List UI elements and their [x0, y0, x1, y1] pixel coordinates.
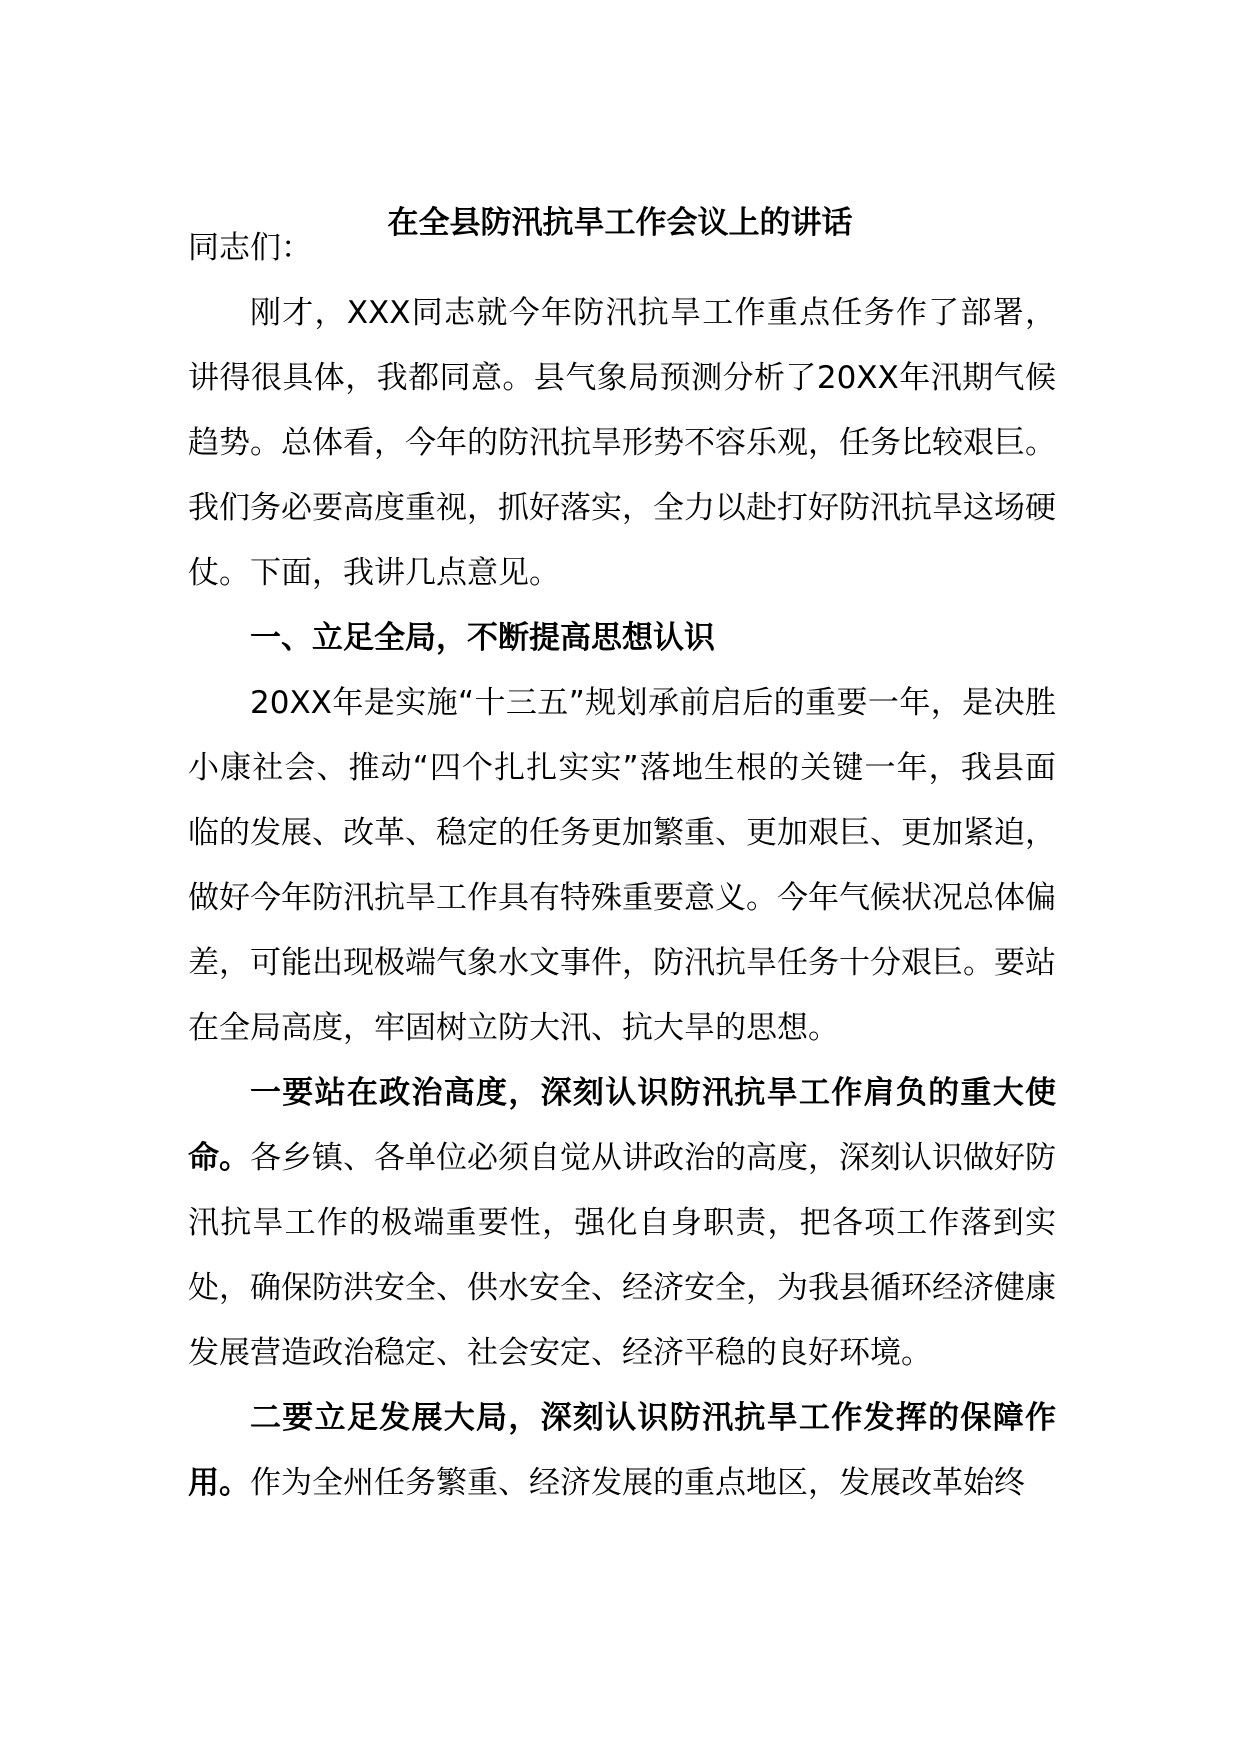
- paragraph-point-1: [188, 1061, 1056, 1386]
- point-2-text: 作为全州任务繁重、经济发展的重点地区，发展改革始终: [250, 1465, 1025, 1501]
- paragraph-point-2: [188, 1386, 1056, 1516]
- point-2-lead: 二要立足发展大局，深刻认识防汛抗旱工作发挥的保障作用。: [188, 1400, 1056, 1501]
- document-body: [188, 216, 1056, 1516]
- section-heading-1: 一、立足全局，不断提高思想认识: [250, 620, 715, 656]
- point-1-text: 各乡镇、各单位必须自觉从讲政治的高度，深刻认识做好防汛抗旱工作的极端重要性，强化自身职责，把各项工作落到实处，确保防洪安全、供水安全、经济安全，为我县循环经济健康发展营造政治稳定、社会安定、经济平稳的良好环境。: [188, 1140, 1056, 1371]
- paragraph-intro: 刚才，XXX同志就今年防汛抗旱工作重点任务作了部署，讲得很具体，我都同意。县气象局预测分析了20XX年汛期气候趋势。总体看，今年的防汛抗旱形势不容乐观，任务比较艰巨。我们务必要高度重视，抓好落实，全力以赴打好防汛抗旱这场硬仗。下面，我讲几点意见。: [188, 295, 1056, 591]
- salutation: 同志们：: [188, 230, 312, 266]
- paragraph-section-1: 20XX年是实施“十三五”规划承前启后的重要一年，是决胜小康社会、推动“四个扎扎实实”落地生根的关键一年，我县面临的发展、改革、稳定的任务更加繁重、更加艰巨、更加紧迫，做好今年防汛抗旱工作具有特殊重要意义。今年气候状况总体偏差，可能出现极端气象水文事件，防汛抗旱任务十分艰巨。要站在全局高度，牢固树立防大汛、抗大旱的思想。: [188, 685, 1056, 1046]
- point-1-lead: 一要站在政治高度，深刻认识防汛抗旱工作肩负的重大使命。: [188, 1075, 1056, 1176]
- document-title: 在全县防汛抗旱工作会议上的讲话: [387, 205, 853, 241]
